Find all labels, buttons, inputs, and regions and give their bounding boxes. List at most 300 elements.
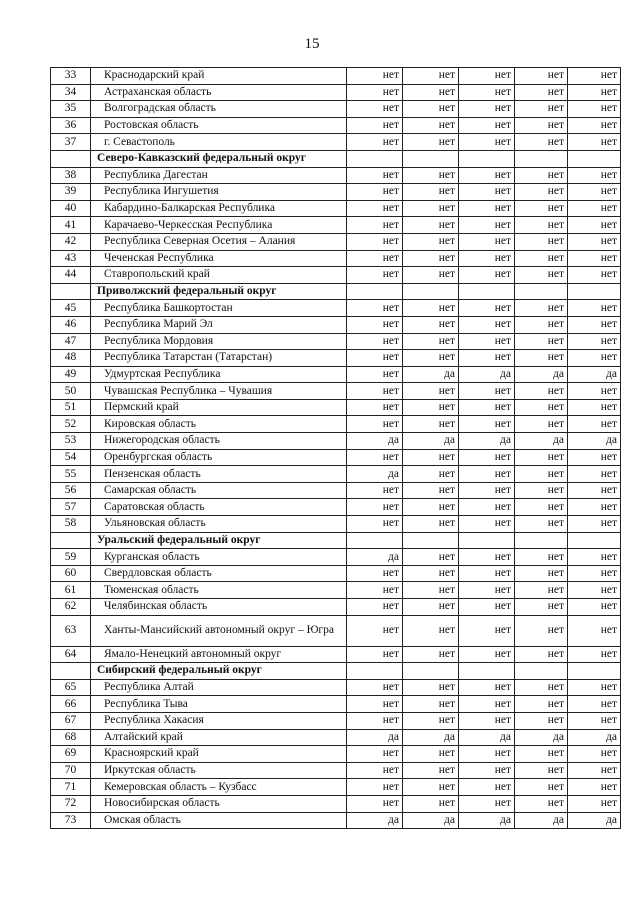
empty-cell [568, 150, 621, 167]
value-cell: нет [515, 117, 568, 134]
value-cell: нет [568, 250, 621, 267]
region-name: Волгоградская область [91, 101, 347, 118]
value-cell: нет [403, 466, 459, 483]
value-cell: нет [403, 582, 459, 599]
table-row [51, 679, 621, 696]
value-cell: нет [347, 516, 403, 533]
section-row [51, 283, 621, 300]
section-title: Сибирский федеральный округ [91, 663, 347, 680]
table-row [51, 565, 621, 582]
row-number: 62 [51, 599, 91, 616]
value-cell: нет [347, 134, 403, 151]
table-row [51, 333, 621, 350]
value-cell: нет [403, 416, 459, 433]
table-row [51, 466, 621, 483]
regions-table [50, 67, 621, 829]
value-cell: нет [459, 449, 515, 466]
value-cell: нет [347, 167, 403, 184]
region-name: Краснодарский край [91, 68, 347, 85]
region-name: Чеченская Республика [91, 250, 347, 267]
region-name: Оренбургская область [91, 449, 347, 466]
row-number: 60 [51, 565, 91, 582]
value-cell: нет [568, 679, 621, 696]
value-cell: нет [347, 712, 403, 729]
value-cell: да [515, 366, 568, 383]
value-cell: нет [515, 762, 568, 779]
table-row [51, 646, 621, 663]
value-cell: нет [347, 416, 403, 433]
table-row [51, 68, 621, 85]
region-name: Ямало-Ненецкий автономный округ [91, 646, 347, 663]
value-cell: нет [403, 499, 459, 516]
value-cell: нет [347, 383, 403, 400]
value-cell: нет [459, 84, 515, 101]
value-cell: нет [459, 746, 515, 763]
value-cell: нет [459, 615, 515, 646]
table-row [51, 217, 621, 234]
region-name: Республика Марий Эл [91, 316, 347, 333]
region-name: Ульяновская область [91, 516, 347, 533]
value-cell: нет [347, 779, 403, 796]
value-cell: нет [403, 68, 459, 85]
region-name: Тюменская область [91, 582, 347, 599]
region-name: Курганская область [91, 549, 347, 566]
value-cell: нет [459, 582, 515, 599]
empty-cell [403, 150, 459, 167]
value-cell: нет [459, 316, 515, 333]
region-name: Республика Хакасия [91, 712, 347, 729]
value-cell: нет [403, 549, 459, 566]
region-name: Республика Тыва [91, 696, 347, 713]
region-name: Пермский край [91, 399, 347, 416]
empty-cell [515, 532, 568, 549]
table-row [51, 399, 621, 416]
value-cell: нет [568, 316, 621, 333]
value-cell: нет [403, 482, 459, 499]
value-cell: нет [347, 200, 403, 217]
value-cell: да [347, 729, 403, 746]
value-cell: нет [568, 516, 621, 533]
value-cell: нет [568, 233, 621, 250]
empty-cell [515, 150, 568, 167]
region-name: Иркутская область [91, 762, 347, 779]
value-cell: нет [347, 599, 403, 616]
value-cell: нет [403, 300, 459, 317]
value-cell: нет [459, 549, 515, 566]
value-cell: нет [568, 779, 621, 796]
region-name: Кемеровская область – Кузбасс [91, 779, 347, 796]
table-row [51, 200, 621, 217]
table-row [51, 350, 621, 367]
region-name: Пензенская область [91, 466, 347, 483]
value-cell: нет [568, 712, 621, 729]
value-cell: да [403, 366, 459, 383]
value-cell: нет [403, 795, 459, 812]
value-cell: нет [459, 565, 515, 582]
region-name: Красноярский край [91, 746, 347, 763]
table-row [51, 267, 621, 284]
value-cell: нет [403, 316, 459, 333]
table-row [51, 599, 621, 616]
row-number: 49 [51, 366, 91, 383]
value-cell: нет [515, 250, 568, 267]
value-cell: нет [347, 696, 403, 713]
value-cell: нет [403, 712, 459, 729]
section-number-cell [51, 663, 91, 680]
value-cell: нет [515, 416, 568, 433]
empty-cell [568, 663, 621, 680]
row-number: 42 [51, 233, 91, 250]
value-cell: нет [347, 482, 403, 499]
table-row [51, 383, 621, 400]
value-cell: нет [403, 383, 459, 400]
value-cell: нет [515, 679, 568, 696]
value-cell: да [515, 729, 568, 746]
value-cell: да [459, 433, 515, 450]
value-cell: нет [515, 200, 568, 217]
value-cell: да [347, 812, 403, 829]
value-cell: нет [568, 599, 621, 616]
value-cell: нет [459, 68, 515, 85]
value-cell: нет [459, 200, 515, 217]
value-cell: нет [347, 399, 403, 416]
value-cell: нет [515, 549, 568, 566]
value-cell: нет [568, 646, 621, 663]
value-cell: нет [568, 134, 621, 151]
value-cell: нет [568, 582, 621, 599]
region-name: Астраханская область [91, 84, 347, 101]
value-cell: да [347, 466, 403, 483]
value-cell: нет [347, 117, 403, 134]
value-cell: нет [403, 696, 459, 713]
value-cell: нет [403, 200, 459, 217]
region-name: Республика Мордовия [91, 333, 347, 350]
table-row [51, 184, 621, 201]
region-name: Ханты-Мансийский автономный округ – Югра [91, 615, 347, 646]
row-number: 61 [51, 582, 91, 599]
value-cell: нет [515, 466, 568, 483]
value-cell: нет [515, 582, 568, 599]
region-name: Республика Татарстан (Татарстан) [91, 350, 347, 367]
table-row [51, 762, 621, 779]
value-cell: нет [459, 250, 515, 267]
value-cell: нет [459, 795, 515, 812]
value-cell: нет [347, 582, 403, 599]
row-number: 38 [51, 167, 91, 184]
value-cell: нет [515, 779, 568, 796]
value-cell: нет [515, 482, 568, 499]
region-name: Удмуртская Республика [91, 366, 347, 383]
region-name: Самарская область [91, 482, 347, 499]
row-number: 55 [51, 466, 91, 483]
value-cell: нет [515, 68, 568, 85]
value-cell: нет [403, 250, 459, 267]
value-cell: нет [515, 615, 568, 646]
empty-cell [347, 150, 403, 167]
table-row [51, 516, 621, 533]
row-number: 73 [51, 812, 91, 829]
value-cell: нет [568, 167, 621, 184]
value-cell: нет [347, 795, 403, 812]
value-cell: нет [568, 84, 621, 101]
table-row [51, 167, 621, 184]
value-cell: нет [347, 101, 403, 118]
value-cell: да [403, 812, 459, 829]
value-cell: нет [403, 449, 459, 466]
value-cell: нет [403, 167, 459, 184]
value-cell: нет [568, 549, 621, 566]
table-row [51, 416, 621, 433]
value-cell: нет [515, 746, 568, 763]
row-number: 48 [51, 350, 91, 367]
value-cell: нет [347, 565, 403, 582]
value-cell: нет [515, 565, 568, 582]
table-row [51, 549, 621, 566]
value-cell: да [347, 549, 403, 566]
value-cell: нет [515, 184, 568, 201]
row-number: 63 [51, 615, 91, 646]
table-row [51, 250, 621, 267]
table-row [51, 117, 621, 134]
value-cell: нет [515, 316, 568, 333]
value-cell: нет [347, 499, 403, 516]
value-cell: нет [515, 516, 568, 533]
region-name: Республика Алтай [91, 679, 347, 696]
value-cell: нет [568, 333, 621, 350]
value-cell: нет [347, 84, 403, 101]
value-cell: нет [459, 399, 515, 416]
table-row [51, 729, 621, 746]
table-row [51, 582, 621, 599]
value-cell: нет [403, 350, 459, 367]
table-row [51, 449, 621, 466]
value-cell: да [459, 729, 515, 746]
region-name: Кабардино-Балкарская Республика [91, 200, 347, 217]
region-name: Саратовская область [91, 499, 347, 516]
row-number: 68 [51, 729, 91, 746]
value-cell: нет [347, 762, 403, 779]
value-cell: нет [403, 615, 459, 646]
value-cell: нет [568, 68, 621, 85]
value-cell: нет [568, 615, 621, 646]
value-cell: нет [515, 217, 568, 234]
section-title: Уральский федеральный округ [91, 532, 347, 549]
value-cell: нет [403, 117, 459, 134]
empty-cell [568, 532, 621, 549]
value-cell: нет [459, 466, 515, 483]
region-name: Алтайский край [91, 729, 347, 746]
table-row [51, 712, 621, 729]
empty-cell [515, 663, 568, 680]
row-number: 70 [51, 762, 91, 779]
value-cell: нет [403, 184, 459, 201]
table-row [51, 499, 621, 516]
value-cell: нет [515, 101, 568, 118]
region-name: Республика Ингушетия [91, 184, 347, 201]
empty-cell [347, 663, 403, 680]
value-cell: нет [459, 482, 515, 499]
value-cell: нет [459, 217, 515, 234]
value-cell: нет [347, 233, 403, 250]
empty-cell [347, 532, 403, 549]
empty-cell [568, 283, 621, 300]
value-cell: да [568, 366, 621, 383]
row-number: 59 [51, 549, 91, 566]
value-cell: нет [403, 84, 459, 101]
value-cell: нет [403, 516, 459, 533]
value-cell: нет [459, 679, 515, 696]
region-name: Кировская область [91, 416, 347, 433]
section-number-cell [51, 283, 91, 300]
value-cell: да [568, 812, 621, 829]
row-number: 51 [51, 399, 91, 416]
row-number: 41 [51, 217, 91, 234]
section-row [51, 532, 621, 549]
value-cell: нет [459, 499, 515, 516]
value-cell: нет [515, 300, 568, 317]
empty-cell [403, 283, 459, 300]
empty-cell [515, 283, 568, 300]
row-number: 52 [51, 416, 91, 433]
value-cell: нет [459, 762, 515, 779]
row-number: 37 [51, 134, 91, 151]
value-cell: нет [568, 466, 621, 483]
table-row [51, 746, 621, 763]
value-cell: да [459, 366, 515, 383]
value-cell: нет [403, 746, 459, 763]
regions-table-body [51, 68, 621, 829]
region-name: Республика Башкортостан [91, 300, 347, 317]
region-name: Новосибирская область [91, 795, 347, 812]
value-cell: нет [568, 184, 621, 201]
table-row [51, 615, 621, 646]
empty-cell [347, 283, 403, 300]
section-title: Приволжский федеральный округ [91, 283, 347, 300]
value-cell: нет [568, 117, 621, 134]
table-row [51, 696, 621, 713]
value-cell: нет [568, 267, 621, 284]
region-name: г. Севастополь [91, 134, 347, 151]
value-cell: нет [403, 646, 459, 663]
value-cell: нет [347, 679, 403, 696]
value-cell: нет [568, 399, 621, 416]
value-cell: нет [347, 646, 403, 663]
value-cell: нет [459, 117, 515, 134]
value-cell: нет [403, 267, 459, 284]
empty-cell [403, 532, 459, 549]
value-cell: нет [459, 333, 515, 350]
value-cell: нет [347, 333, 403, 350]
value-cell: нет [347, 366, 403, 383]
value-cell: нет [515, 712, 568, 729]
value-cell: нет [459, 184, 515, 201]
row-number: 58 [51, 516, 91, 533]
value-cell: нет [515, 449, 568, 466]
value-cell: нет [347, 350, 403, 367]
row-number: 53 [51, 433, 91, 450]
value-cell: нет [347, 615, 403, 646]
value-cell: нет [515, 599, 568, 616]
value-cell: нет [403, 399, 459, 416]
value-cell: нет [515, 383, 568, 400]
value-cell: нет [515, 499, 568, 516]
value-cell: нет [515, 350, 568, 367]
value-cell: нет [568, 565, 621, 582]
value-cell: нет [515, 134, 568, 151]
region-name: Нижегородская область [91, 433, 347, 450]
table-row [51, 300, 621, 317]
value-cell: нет [347, 267, 403, 284]
empty-cell [459, 663, 515, 680]
table-row [51, 366, 621, 383]
value-cell: нет [568, 499, 621, 516]
section-row [51, 663, 621, 680]
value-cell: да [515, 812, 568, 829]
section-number-cell [51, 532, 91, 549]
row-number: 71 [51, 779, 91, 796]
value-cell: нет [459, 779, 515, 796]
table-row [51, 233, 621, 250]
row-number: 50 [51, 383, 91, 400]
value-cell: нет [568, 416, 621, 433]
row-number: 33 [51, 68, 91, 85]
empty-cell [459, 532, 515, 549]
value-cell: да [515, 433, 568, 450]
value-cell: нет [515, 399, 568, 416]
row-number: 35 [51, 101, 91, 118]
table-row [51, 134, 621, 151]
value-cell: нет [515, 795, 568, 812]
section-title: Северо-Кавказский федеральный округ [91, 150, 347, 167]
row-number: 44 [51, 267, 91, 284]
region-name: Республика Дагестан [91, 167, 347, 184]
value-cell: нет [347, 250, 403, 267]
value-cell: нет [459, 599, 515, 616]
value-cell: нет [347, 449, 403, 466]
table-row [51, 433, 621, 450]
region-name: Республика Северная Осетия – Алания [91, 233, 347, 250]
row-number: 69 [51, 746, 91, 763]
row-number: 54 [51, 449, 91, 466]
value-cell: нет [515, 267, 568, 284]
value-cell: нет [515, 84, 568, 101]
page-number: 15 [304, 36, 320, 52]
row-number: 34 [51, 84, 91, 101]
value-cell: нет [347, 217, 403, 234]
value-cell: нет [459, 696, 515, 713]
value-cell: нет [568, 101, 621, 118]
region-name: Омская область [91, 812, 347, 829]
value-cell: нет [515, 233, 568, 250]
value-cell: нет [568, 217, 621, 234]
region-name: Челябинская область [91, 599, 347, 616]
value-cell: нет [347, 316, 403, 333]
value-cell: да [403, 433, 459, 450]
value-cell: нет [459, 646, 515, 663]
table-row [51, 101, 621, 118]
value-cell: нет [459, 134, 515, 151]
value-cell: нет [515, 646, 568, 663]
value-cell: нет [568, 200, 621, 217]
section-row [51, 150, 621, 167]
value-cell: да [568, 729, 621, 746]
value-cell: нет [459, 350, 515, 367]
empty-cell [459, 150, 515, 167]
value-cell: нет [568, 762, 621, 779]
value-cell: нет [515, 333, 568, 350]
table-row [51, 316, 621, 333]
row-number: 66 [51, 696, 91, 713]
